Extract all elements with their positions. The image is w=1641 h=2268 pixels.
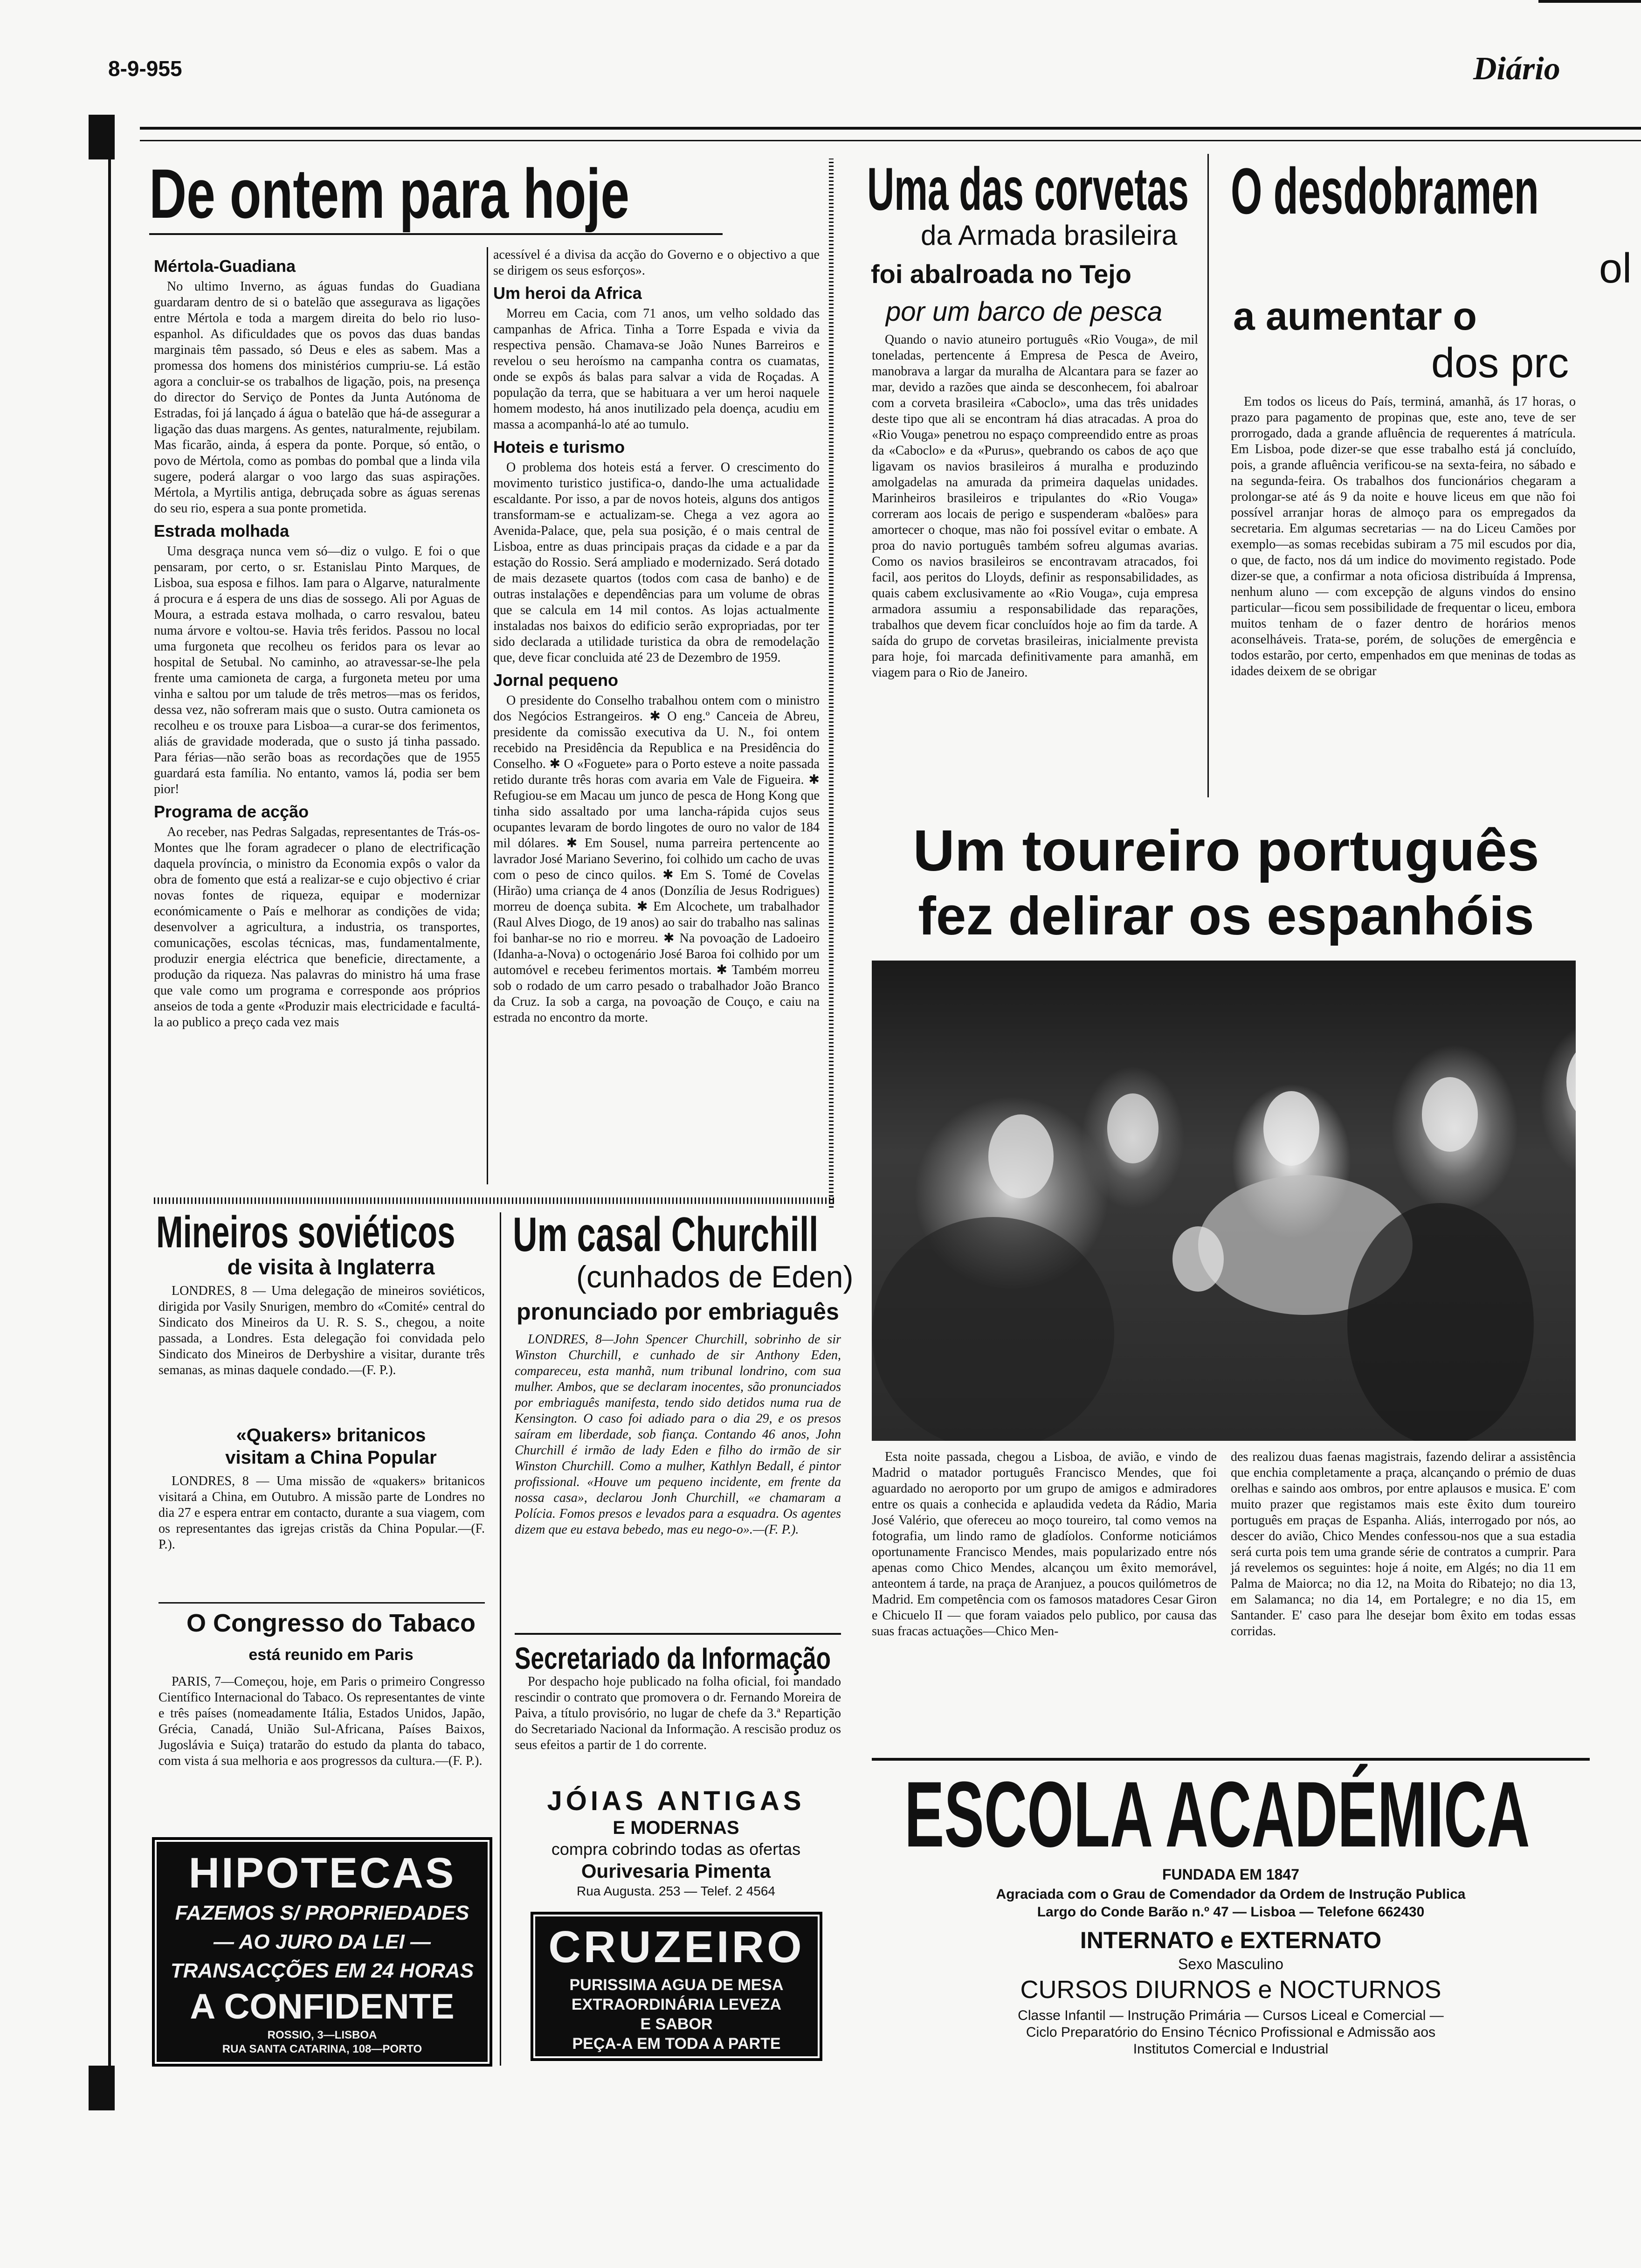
ad-line: Ciclo Preparatório do Ensino Técnico Profissional e Admissão aos (1026, 2025, 1436, 2040)
section-rule (159, 1602, 485, 1604)
desd-h1: O desdobramen (1231, 154, 1539, 228)
ad-line: EXTRAORDINÁRIA LEVEZA (571, 1996, 782, 2013)
section-heading: Estrada molhada (154, 521, 290, 540)
col-divider (487, 247, 488, 1184)
left-title-rule (149, 233, 723, 235)
box-right-border (829, 159, 834, 1208)
churchill-h3: pronunciado por embriaguês (517, 1299, 839, 1325)
ad-line: FUNDADA EM 1847 (1162, 1866, 1299, 1883)
desd-h3: a aumentar o (1233, 294, 1477, 338)
toureiro-paragraph: Esta noite passada, chegou a Lisboa, de avião, e vindo de Madrid o matador português Francisco Mendes, que foi aguardado no aeroporto por um grupo de amigos e admiradores entre os quais a conhecida e aplaudida vedeta da Rádio, Maria José Valério, que ofereceu ao moço toureiro, tal como vemos na fotografia, um lindo ramo de gladíolos. Conforme noticiámos oportunamente Francisco Mendes, mais popularizado entre nós apenas como Chico Mendes, alcançou um êxito memorável, anteontem á tarde, na praça de Aranjuez, a poucos quilómetros de Madrid. Em competência com os famosos matadores Cesar Giron e Chicuelo II — que foram vaiados pelo publico, por causa das suas fracas actuações—Chico Men- (872, 1450, 1217, 1639)
ad-line: Agraciada com o Grau de Comendador da Ordem de Instrução Publica (996, 1887, 1466, 1902)
desd-h4: dos prc (1431, 340, 1569, 387)
mineiros-h1: Mineiros soviéticos (156, 1207, 455, 1257)
joias-ad[interactable] (513, 1786, 839, 1898)
churchill-text (515, 1332, 841, 1538)
ad-title: HIPOTECAS (188, 1849, 456, 1897)
toureiro-paragraph: des realizou duas faenas magistrais, fazendo delirar a assistência que enchia completamente a praça, alcançando o prémio de duas orelhas e saindo aos ombros, por entre aplausos e musica. E' com muito prazer que registamos mais este êxito dum toureiro português em praças de Espanha. Aliás, interrogado por nós, ao descer do avião, Chico Mendes confessou-nos que a sua estadia será curta pois tem uma grande série de contratos a cumprir. Para já revelemos os seguintes: hoje á noite, em Algés; no dia 11 em Palma de Maiorca; no dia 12, na Moita do Ribatejo; no dia 13, em Salamanca; no dia 14, em Portalegre; e no dia 15, em Santander. E' caso para lhe desejar bom êxito em todas essas corridas. (1231, 1450, 1576, 1639)
ad-line: Institutos Comercial e Industrial (1133, 2041, 1329, 2057)
ad-address: Rua Augusta. 253 — Telef. 2 4564 (576, 1884, 775, 1898)
mineiros-paragraph: LONDRES, 8 — Uma delegação de mineiros soviéticos, dirigida por Vasily Snurigen, membro do «Comité» central do Sindicato dos Mineiros da U. R. S. S., chegou, a noite passada, a Londres. Esta delegação foi convidada pelo Sindicato dos Mineiros de Derbyshire a visitar, durante três semanas, as minas daquele condado.—(F. P.). (159, 1284, 485, 1377)
ad-address: RUA SANTA CATARINA, 108—PORTO (222, 2043, 422, 2055)
margin-block-bottom (89, 2066, 115, 2110)
toureiro-col1 (872, 1449, 1217, 1639)
section-heading: Mértola-Guadiana (154, 256, 296, 276)
ad-line: FAZEMOS S/ PROPRIEDADES (175, 1902, 469, 1924)
ad-address: ROSSIO, 3—LISBOA (267, 2029, 377, 2041)
quakers-h2: visitam a China Popular (225, 1447, 437, 1468)
ad-line: Classe Infantil — Instrução Primária — Cursos Liceal e Comercial — (1018, 2008, 1444, 2023)
toureiro-h2: fez delirar os espanhóis (918, 885, 1534, 946)
left-title: De ontem para hoje (149, 154, 630, 233)
box-bottom-border (154, 1197, 834, 1204)
section-text: Uma desgraça nunca vem só—diz o vulgo. E foi o que pensaram, por certo, o sr. Estanislau Pinto Marques, de Lisboa, sua esposa e filhos. Iam para o Algarve, naturalmente á procura e á espera de uns dias de sossego. Ali por Aguas de Moura, a estrada estava molhada, o carro resvalou, bateu numa árvore e voltou-se. Havia três feridos. Passou no local uma furgoneta que recolheu os feridos para os levar ao hospital de Setubal. No caminho, ao atravessar-se-lhe pela frente uma camioneta de carga, a furgoneta meteu por uma vinha e saltou por um talude de três metros—mas os feridos, dessa vez, não sofreram mais que o susto. Outra camioneta os recolheu e os trouxe para Lisboa—a curar-se dos ferimentos, aliás de gravidade moderada, que o susto já tinha passado. Para férias—não serão boas as recordações que de 1955 guardará esta família. No entanto, vamos lá, podia ser bem pior! (154, 544, 480, 796)
ad-brand: Ourivesaria Pimenta (581, 1860, 771, 1882)
margin-vline (108, 159, 111, 2070)
ad-line: TRANSACÇÕES EM 24 HORAS (170, 1959, 474, 1982)
col-divider (1207, 154, 1209, 797)
paper-name: Diário (1473, 51, 1560, 87)
photo-figures (872, 961, 1576, 1441)
section-heading: Um heroi da Africa (493, 284, 642, 303)
secretariado-h1: Secretariado da Informação (515, 1641, 831, 1675)
corveta-text (872, 332, 1198, 681)
masthead-rule-thin (140, 140, 1641, 141)
ad-line: PURISSIMA AGUA DE MESA (569, 1976, 784, 1994)
toureiro-col2 (1231, 1449, 1576, 1639)
quakers-h1: «Quakers» britanicos (236, 1425, 426, 1445)
ad-title: JÓIAS ANTIGAS (547, 1786, 805, 1816)
ad-line: Sexo Masculino (1178, 1956, 1283, 1972)
hipotecas-ad[interactable] (152, 1837, 492, 2067)
corveta-h4: por um barco de pesca (886, 297, 1163, 327)
section-text: Ao receber, nas Pedras Salgadas, representantes de Trás-os-Montes que lhe foram agradecer o plano de electrificação daquela província, o ministro da Economia expôs o valor da obra de fomento que está a realizar-se e cujo objectivo é criar novas fontes de riqueza, equipar e modernizar económicamente o País e melhorar as condições de vida; desenvolver a agricultura, a industria, os transportes, comunicações, escolas técnicas, mas, fundamentalmente, produzir energia eléctrica que beneficie, directamente, a produção da riqueza. Nas palavras do ministro há uma frase que vale como um programa e corresponde aos próprios anseios de toda a gente «Produzir mais electricidade e facultá-la ao publico a preço cada vez mais (154, 825, 480, 1030)
corveta-h2: da Armada brasileira (921, 220, 1178, 251)
section-rule (515, 1633, 841, 1635)
congresso-h2: está reunido em Paris (248, 1646, 414, 1664)
cruzeiro-ad[interactable] (531, 1912, 822, 2061)
congresso-paragraph: PARIS, 7—Começou, hoje, em Paris o primeiro Congresso Científico Internacional do Tabaco. Os representantes de vinte e três países (nomeadamente Itália, Estados Unidos, Japão, Grécia, Canadá, União Sul-Africana, Países Baixos, Jugoslávia e Suiça) tratarão do estudo da planta do tabaco, com vista á sua melhoria e aos progressos da cultura.—(F. P.). (159, 1674, 485, 1768)
quakers-text (159, 1473, 485, 1553)
ad-line: compra cobrindo todas as ofertas (551, 1839, 801, 1859)
desd-text (1231, 394, 1576, 679)
ad-brand: A CONFIDENTE (190, 1987, 455, 2026)
congresso-h1: O Congresso do Tabaco (186, 1609, 476, 1637)
ad-line: E MODERNAS (613, 1818, 739, 1838)
margin-block-top (89, 115, 115, 159)
mineiros-text (159, 1283, 485, 1378)
ad-line: CURSOS DIURNOS e NOCTURNOS (1020, 1976, 1441, 2004)
corveta-h1: Uma das corvetas (867, 155, 1189, 223)
ad-line: Largo do Conde Barão n.º 47 — Lisboa — Telefone 662430 (1037, 1904, 1425, 1920)
congresso-text (159, 1674, 485, 1769)
toureiro-h1: Um toureiro português (913, 819, 1539, 883)
section-text: No ultimo Inverno, as águas fundas do Guadiana guardaram dentro de si o batelão que assegurava as ligações entre Mértola e toda a margem direita do belo rio luso-espanhol. As dificuldades que os povos das duas bandas marginais têm passado, só Deus e eles as sabem. Mas a promessa dos homens dos ministérios cumpriu-se. Lá estão agora a concluir-se os trabalhos de ligação, pois, na presença do director do Serviço de Pontes da Junta Autónoma de Estradas, foi já lançado á água o batelão que há-de assegurar a ligação das duas margens. As gentes, naturalmente, rejubilam. Mas ficarão, ainda, á espera da ponte. Porque, só então, o povo de Mértola, como as pombas do pombal que a linda vila sugere, poderá alargar o voo largo das suas aspirações. Mértola, a Myrtilis antiga, debruçada sobre as águas serenas do seu rio, espera a sua ponte prometida. (154, 279, 480, 516)
ad-line: — AO JURO DA LEI — (213, 1930, 431, 1953)
ad-title: ESCOLA ACADÉMICA (904, 1763, 1530, 1867)
churchill-h2: (cunhados de Eden) (576, 1259, 854, 1294)
ad-title: CRUZEIRO (548, 1922, 805, 1972)
section-text: O problema dos hoteis está a ferver. O crescimento do movimento turistico justifica-o, dando-lhe uma actualidade escaldante. Por isso, a par de novos hoteis, alguns dos antigos transformam-se e actualizam-se. Chega a vez agora ao Avenida-Palace, que, pela sua posição, é o mais central de Lisboa, entre as duas principais praças da cidade e a par da estação do Rossio. Será ampliado e modernizado. Será dotado de mais dezasete quartos (todos com casa de banho) e de outras instalações e dependências para um volume de obras que se calcula em 14 mil contos. As lojas actualmente instaladas nos baixos do edificio serão expropriadas, por ter sido declarada a utilidade turistica da obra de remodelação que, deve ficar concluida até 23 de Dezembro de 1959. (493, 460, 820, 665)
toureiro-photo (872, 961, 1576, 1441)
top-right-rule (1538, 0, 1641, 3)
ad-line: INTERNATO e EXTERNATO (1080, 1927, 1382, 1953)
section-text: Morreu em Cacia, com 71 anos, um velho soldado das campanhas de Africa. Tinha a Torre Espada e vivia da respectiva pensão. Chamava-se João Nunes Barreiros e revelou o seu heroísmo na campanha contra os cuamatas, onde se expôs ás balas para salvar a vida de Roçadas. A população da terra, que se habituara a ver um heroi naquele homem modesto, há anos inutilizado pela doença, acudiu em massa a acompanhá-lo até ao tumulo. (493, 306, 820, 432)
ad-line: PEÇA-A EM TODA A PARTE (572, 2035, 781, 2053)
secretariado-text (515, 1674, 841, 1753)
middle-column (493, 247, 820, 1026)
page-date: 8-9-955 (108, 56, 182, 81)
section-heading: Programa de acção (154, 802, 309, 821)
corveta-h3: foi abalroada no Tejo (871, 259, 1132, 289)
escola-ad[interactable] (872, 1758, 1590, 2061)
quakers-paragraph: LONDRES, 8 — Uma missão de «quakers» britanicos visitará a China, em Outubro. A missão parte de Londres no dia 27 e espera entrar em contacto, durante a sua viagem, com os representantes das igrejas cristãs da China Popular.—(F. P.). (159, 1474, 485, 1552)
col-divider (500, 1212, 501, 2066)
corveta-paragraph: Quando o navio atuneiro português «Rio Vouga», de mil toneladas, pertencente á Empresa de Pesca de Aveiro, manobrava a largar da muralha de Alcantara para se fazer ao mar, devido a razões que ainda se desconhecem, foi abalroar com a corveta brasileira «Caboclo», uma das três unidades deste tipo que ali se encontram há dias atracadas. A proa do «Rio Vouga» penetrou no espaço compreendido entre as proas da «Caboclo» e da «Purus», quebrando os cabos de aço que ligavam os navios brasileiros á muralha e produzindo amolgadelas na amurada da primeira daquelas unidades. Marinheiros brasileiros e tripulantes do «Rio Vouga» correram aos locais de perigo e suspenderam «balões» para amortecer o choque, mas não foi possível evitar o embate. A proa do navio português também sofreu algumas avarias. Como os navios brasileiros se encontravam atracados, foi facil, aos peritos do Lloyds, definir as responsabilidades, as quais cabem exclusivamente ao «Rio Vouga», cuja empresa armadora assumiu a responsabilidade das reparações, trabalhos que devem ficar concluídos hoje ao fim da tarde. A saída do grupo de corvetas brasileiras, inicialmente prevista para hoje, foi marcada definitivamente para amanhã, em viagem para o Rio de Janeiro. (872, 332, 1198, 680)
masthead-rule (140, 127, 1641, 130)
desd-h2: ol (1599, 245, 1632, 292)
churchill-h1: Um casal Churchill (513, 1208, 819, 1262)
desd-paragraph: Em todos os liceus do País, terminá, amanhã, ás 17 horas, o prazo para pagamento de propinas que, este ano, teve de ser prorrogado, dada a grande afluência de requerentes á matrícula. Em Lisboa, pode dizer-se que esse trabalho está já concluído, pois, a grande afluência verificou-se na sexta-feira, no sábado e na segunda-feira. Os trabalhos dos funcionários chegaram a prolongar-se até ás 9 da noite e houve liceus em que não foi possível arranjar horas de almoço para os empregados da secretaria. Em algumas secretarias — na do Liceu Camões por exemplo—as somas recebidas subiram a 75 mil escudos por dia, o que, de facto, nos dá um indice do movimento registado. Pode dizer-se que, a confirmar a nota oficiosa distribuída á Imprensa, nenhum aluno — com excepção de alguns vindos do ensino particular—ficou sem possibilidade de frequentar o liceu, embora muitos tenham de o fazer dentro de horários menos aconselháveis. Trata-se, porém, de soluções de emergência e todos estarão, por certo, empenhados em que meninas de todas as idades deixem de se obrigar (1231, 394, 1576, 678)
intro-text: acessível é a divisa da acção do Governo e o objectivo a que se dirigem os seus esforços». (493, 248, 820, 278)
left-column (154, 252, 480, 1030)
section-heading: Hoteis e turismo (493, 437, 625, 456)
ad-line: E SABOR (640, 2015, 713, 2033)
section-text: O presidente do Conselho trabalhou ontem com o ministro dos Negócios Estrangeiros. ✱ O eng.º Canceia de Abreu, presidente da comissão executiva da U. N., foi ontem recebido na Presidência da Republica e na Presidência do Conselho. ✱ O «Foguete» para o Porto esteve a noite passada retido durante três horas com avaria em Vale de Figueira. ✱ Refugiou-se em Macau um junco de pesca de Hong Kong que tinha sido assaltado por uma lancha-rápida cujos seus ocupantes levaram de bordo lingotes de ouro no valor de 184 mil dólares. ✱ Em Sousel, numa parreira pertencente ao lavrador José Mariano Severino, foi colhido um cacho de uvas com o peso de cinco quilos. ✱ Em S. Tomé de Covelas (Hirão) uma criança de 4 anos (Donzília de Jesus Rodrigues) morreu de doença subita. ✱ Em Alcochete, um trabalhador (Raul Alves Diogo, de 19 anos) ao sair do trabalho nas salinas foi banhar-se no rio e morreu. ✱ Na povoação de Ladoeiro (Idanha-a-Nova) o octogenário José Baroa foi colhido por um automóvel e recebeu ferimentos mortais. ✱ Também morreu sob o rodado de um carro pesado o trabalhador João Branco da Cruz. Ia sob a carga, na povoação de Couço, e caiu na estrada no encontro da morte. (493, 693, 820, 1025)
ad-rule (872, 1758, 1590, 1761)
secretariado-paragraph: Por despacho hoje publicado na folha oficial, foi mandado rescindir o contrato que promovera o dr. Fernando Moreira de Paiva, a título provisório, no lugar de chefe da 3.ª Repartição do Secretariado Nacional da Informação. A rescisão produz os seus efeitos a partir de 1 do corrente. (515, 1674, 841, 1752)
churchill-paragraph: LONDRES, 8—John Spencer Churchill, sobrinho de sir Winston Churchill, e cunhado de sir Anthony Eden, compareceu, esta manhã, num tribunal londrino, com sua mulher. Ambos, que se declaram inocentes, são pronunciados por embriaguês manifesta, tendo sido detidos numa rua de Kensington. O caso foi adiado para o dia 29, e os presos saíram em liberdade, sob fiança. Contando 46 anos, John Churchill é irmão de lady Eden e filho do irmão de sir Winston Churchill. Como a mulher, Kathlyn Bedall, é pintor profissional. «Houve um pequeno incidente, em frente da nossa casa», declarou Jonh Churchill, «e chamaram a Polícia. Fomos presos e levados para a esquadra. Os agentes dizem que eu estava bebedo, mas eu nego-o».—(F. P.). (515, 1332, 841, 1537)
mineiros-h2: de visita à Inglaterra (227, 1255, 435, 1279)
section-heading: Jornal pequeno (493, 671, 619, 690)
